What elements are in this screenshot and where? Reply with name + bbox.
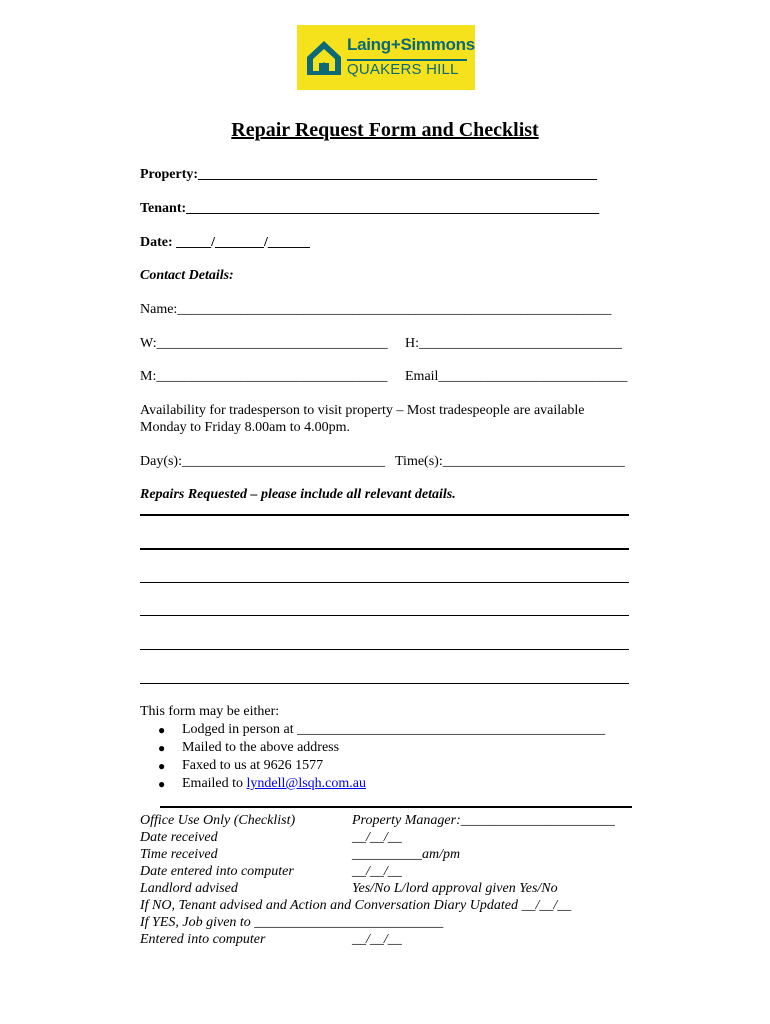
if-no-line[interactable]: If NO, Tenant advised and Action and Conversation Diary Updated __/__/__ <box>140 898 572 913</box>
date-field[interactable]: Date: _____/_______/______ <box>140 235 310 250</box>
logo-brand-name: Laing+Simmons <box>347 35 475 54</box>
repairs-heading: Repairs Requested – please include all relevant details. <box>140 487 456 502</box>
email-link[interactable]: lyndell@lsqh.com.au <box>246 776 366 791</box>
section-divider <box>160 806 632 808</box>
lodging-intro: This form may be either: <box>140 704 280 719</box>
date-entered-label: Date entered into computer <box>140 864 294 879</box>
bullet-icon: ● <box>158 777 166 791</box>
if-yes-line[interactable]: If YES, Job given to ___________________________ <box>140 915 444 930</box>
logo-office-name: QUAKERS HILL <box>347 61 459 78</box>
times-field[interactable]: Time(s):__________________________ <box>395 454 625 469</box>
repair-line-2[interactable] <box>140 548 629 550</box>
landlord-advised-label: Landlord advised <box>140 881 238 896</box>
name-field[interactable]: Name:______________________________________________________________ <box>140 302 612 317</box>
office-use-label: Office Use Only (Checklist) <box>140 813 296 828</box>
repair-line-4[interactable] <box>140 615 629 616</box>
repair-line-6[interactable] <box>140 683 629 684</box>
home-phone-field[interactable]: H:_____________________________ <box>405 336 622 351</box>
date-received-label: Date received <box>140 830 218 845</box>
list-item-mailed: Mailed to the above address <box>182 740 340 755</box>
landlord-approval-field[interactable]: Yes/No L/lord approval given Yes/No <box>352 881 558 896</box>
list-item-faxed: Faxed to us at 9626 1577 <box>182 758 324 773</box>
entered-into-computer-label: Entered into computer <box>140 932 266 947</box>
entered-into-computer-field[interactable]: __/__/__ <box>352 932 402 947</box>
bullet-icon: ● <box>158 759 166 773</box>
date-entered-field[interactable]: __/__/__ <box>352 864 402 879</box>
repair-line-5[interactable] <box>140 649 629 650</box>
mobile-field[interactable]: M:_________________________________ <box>140 369 388 384</box>
list-item-lodged: Lodged in person at ____________________________________________ <box>182 722 606 737</box>
page-title: Repair Request Form and Checklist <box>231 119 539 141</box>
time-received-label: Time received <box>140 847 218 862</box>
bullet-icon: ● <box>158 741 166 755</box>
contact-heading: Contact Details: <box>140 268 234 283</box>
repair-line-1[interactable] <box>140 514 629 516</box>
work-phone-field[interactable]: W:_________________________________ <box>140 336 388 351</box>
emailed-label: Emailed to <box>182 776 247 791</box>
time-received-field[interactable]: __________am/pm <box>352 847 461 862</box>
property-manager-field[interactable]: Property Manager:______________________ <box>352 813 615 828</box>
days-field[interactable]: Day(s):_____________________________ <box>140 454 385 469</box>
tenant-field[interactable]: Tenant:___________________________________________________________ <box>140 201 600 216</box>
repair-line-3[interactable] <box>140 582 629 583</box>
availability-text-line2: Monday to Friday 8.00am to 4.00pm. <box>140 420 350 435</box>
property-field[interactable]: Property:_________________________________________________________ <box>140 167 598 182</box>
bullet-icon: ● <box>158 723 166 737</box>
date-received-field[interactable]: __/__/__ <box>352 830 402 845</box>
house-logo-icon <box>305 37 343 77</box>
list-item-emailed <box>182 776 366 792</box>
email-field[interactable]: Email___________________________ <box>405 369 628 384</box>
availability-text-line1: Availability for tradesperson to visit property – Most tradespeople are available <box>140 403 585 418</box>
company-logo <box>297 25 475 90</box>
